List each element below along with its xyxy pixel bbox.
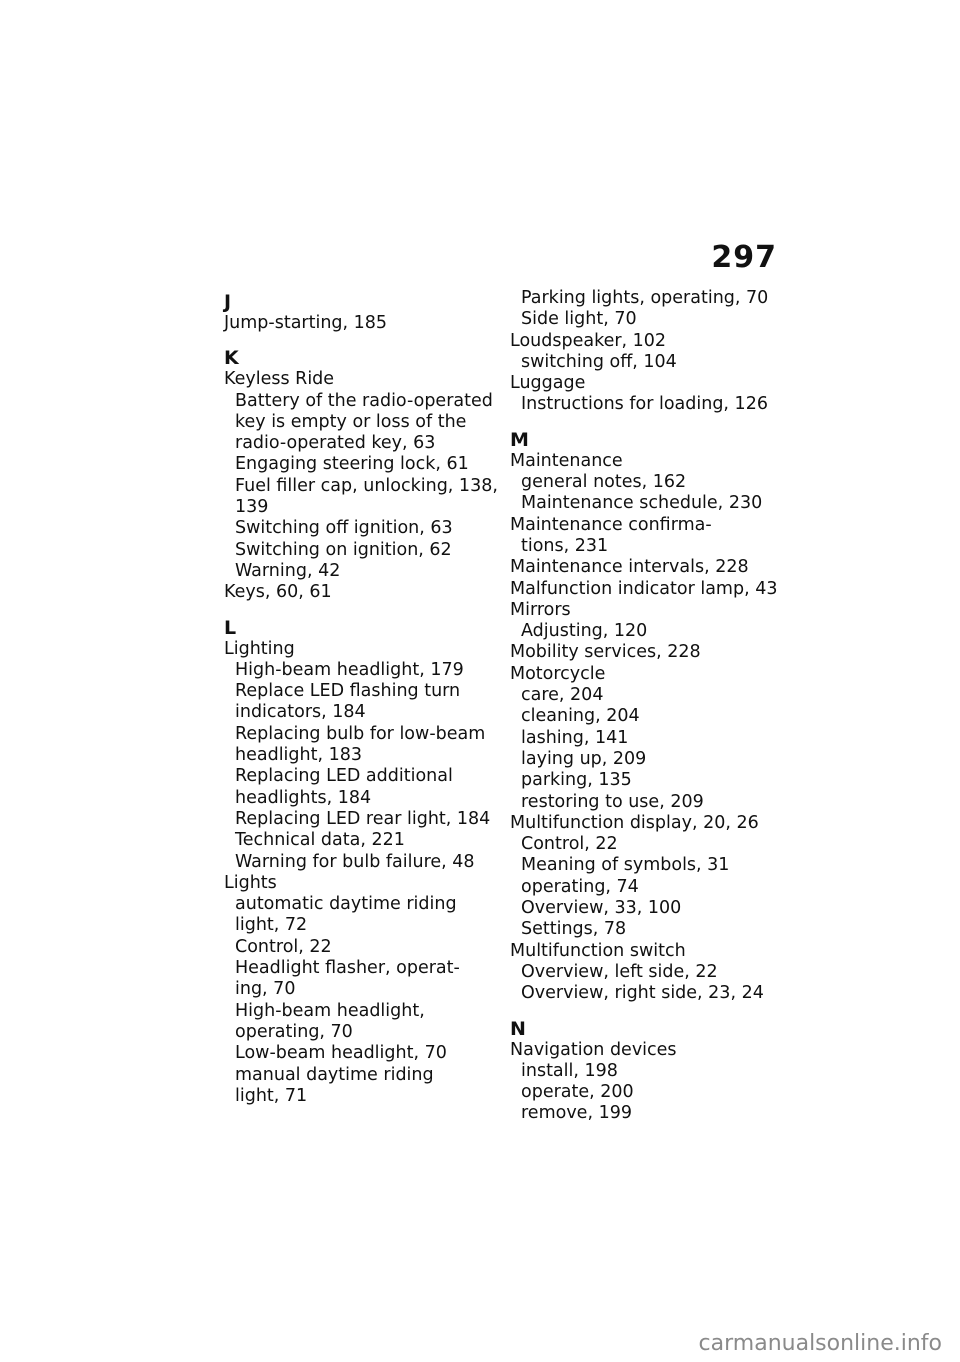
- index-subentry: Settings, 78: [521, 919, 627, 940]
- index-subentry: indicators, 184: [235, 702, 366, 723]
- index-entry: Lights: [224, 872, 277, 893]
- index-subentry: light, 72: [235, 915, 308, 936]
- index-entry: Lighting: [224, 638, 295, 659]
- index-subentry: switching off, 104: [521, 351, 677, 372]
- index-entry-continuation: tions, 231: [521, 535, 609, 556]
- index-subentry: key is empty or loss of the: [235, 411, 467, 432]
- page-number: 297: [711, 240, 777, 275]
- index-subentry: Maintenance schedule, 230: [521, 493, 763, 514]
- index-subentry: operate, 200: [521, 1082, 634, 1103]
- index-subentry: Control, 22: [235, 936, 332, 957]
- watermark: carmanualsonline.info: [698, 1331, 942, 1356]
- index-subentry: Side light, 70: [521, 309, 637, 330]
- index-subentry: remove, 199: [521, 1103, 632, 1124]
- index-entry: Keys, 60, 61: [224, 582, 332, 603]
- index-subentry: radio-operated key, 63: [235, 433, 436, 454]
- index-entry: Maintenance intervals, 228: [510, 557, 749, 578]
- index-subentry: general notes, 162: [521, 472, 687, 493]
- index-entry: Motorcycle: [510, 663, 606, 684]
- index-subentry: Battery of the radio-operated: [235, 390, 493, 411]
- index-subentry: 139: [235, 497, 269, 518]
- index-subentry: Overview, 33, 100: [521, 898, 682, 919]
- section-letter: J: [224, 291, 232, 313]
- index-entry: Navigation devices: [510, 1039, 677, 1060]
- index-subentry: Replacing bulb for low-beam: [235, 723, 486, 744]
- index-entry: Mobility services, 228: [510, 642, 701, 663]
- index-subentry: laying up, 209: [521, 748, 647, 769]
- index-subentry: light, 71: [235, 1085, 308, 1106]
- index-subentry: Low-beam headlight, 70: [235, 1043, 447, 1064]
- index-entry: Jump-starting, 185: [224, 313, 388, 333]
- index-subentry: headlights, 184: [235, 787, 372, 808]
- index-entry: Multifunction switch: [510, 940, 686, 961]
- index-entry: Malfunction indicator lamp, 43: [510, 578, 778, 599]
- index-subentry: Instructions for loading, 126: [521, 394, 768, 415]
- index-subentry: Warning, 42: [235, 560, 341, 581]
- index-subentry: Warning for bulb failure, 48: [235, 851, 475, 872]
- index-subentry: Replace LED flashing turn: [235, 681, 461, 702]
- index-subentry: Switching off ignition, 63: [235, 518, 453, 539]
- index-subentry: Switching on ignition, 62: [235, 539, 452, 560]
- index-subentry: Adjusting, 120: [521, 621, 648, 642]
- index-subentry: restoring to use, 209: [521, 791, 704, 812]
- index-subentry: automatic daytime riding: [235, 894, 457, 915]
- index-subentry: operating, 74: [521, 876, 639, 897]
- index-subentry: care, 204: [521, 685, 604, 706]
- index-entry: Luggage: [510, 373, 586, 394]
- index-subentry: manual daytime riding: [235, 1064, 434, 1085]
- index-subentry: Fuel filler cap, unlocking, 138,: [235, 475, 498, 496]
- index-entry: Multifunction display, 20, 26: [510, 812, 759, 833]
- index-subentry: operating, 70: [235, 1021, 353, 1042]
- index-subentry: Control, 22: [521, 834, 618, 855]
- index-entry: Mirrors: [510, 599, 571, 620]
- index-entry: Maintenance: [510, 450, 623, 471]
- index-subentry: Overview, right side, 23, 24: [521, 983, 764, 1004]
- index-subentry: headlight, 183: [235, 745, 363, 766]
- index-subentry: Engaging steering lock, 61: [235, 454, 469, 475]
- index-entry: Loudspeaker, 102: [510, 330, 667, 351]
- section-letter: N: [510, 1017, 526, 1040]
- index-subentry: Headlight flasher, operat-: [235, 958, 460, 979]
- section-letter: L: [224, 616, 237, 639]
- index-subentry: parking, 135: [521, 770, 632, 791]
- section-letter: M: [510, 428, 529, 451]
- section-letter: K: [224, 347, 239, 370]
- index-entry: Maintenance confirma-: [510, 514, 712, 535]
- index-column-left: [224, 288, 504, 1107]
- index-subentry: cleaning, 204: [521, 706, 640, 727]
- index-column-right: [510, 288, 790, 1125]
- index-subentry: Meaning of symbols, 31: [521, 855, 730, 876]
- index-subentry: High-beam headlight,: [235, 1000, 425, 1021]
- index-subentry: lashing, 141: [521, 727, 629, 748]
- index-subentry: Replacing LED additional: [235, 766, 453, 787]
- index-subentry: Parking lights, operating, 70: [521, 288, 769, 308]
- index-subentry: ing, 70: [235, 979, 296, 1000]
- index-subentry: Replacing LED rear light, 184: [235, 808, 491, 829]
- index-subentry: install, 198: [521, 1060, 618, 1081]
- index-subentry: Technical data, 221: [235, 830, 405, 851]
- index-subentry: Overview, left side, 22: [521, 961, 718, 982]
- index-entry: Keyless Ride: [224, 369, 335, 390]
- index-subentry: High-beam headlight, 179: [235, 659, 464, 680]
